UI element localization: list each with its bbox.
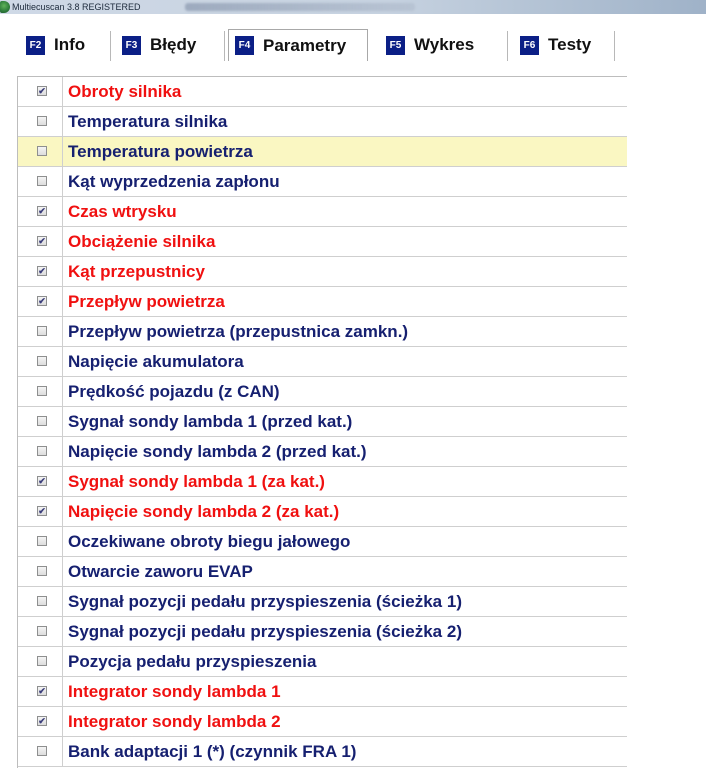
table-row[interactable] [18,407,627,437]
checkbox-checked[interactable]: ✔ [38,506,46,516]
parameter-list [17,76,627,768]
parameter-label: Pozycja pedału przyspieszenia [68,652,317,671]
checkbox-cell [18,377,63,406]
checkbox-unchecked[interactable] [37,386,47,396]
table-row[interactable] [18,317,627,347]
parameter-label: Kąt wyprzedzenia zapłonu [68,172,280,191]
parameter-label: Napięcie akumulatora [68,352,244,371]
f2-key-icon: F2 [26,36,45,55]
checkbox-checked[interactable]: ✔ [38,236,46,246]
checkbox-cell [18,677,63,706]
checkbox-unchecked[interactable] [37,326,47,336]
checkbox-checked[interactable]: ✔ [38,266,46,276]
table-row[interactable] [18,647,627,677]
tab-info[interactable] [20,29,108,61]
f6-key-icon: F6 [520,36,539,55]
checkbox-cell [18,167,63,196]
tab-bledy[interactable] [116,29,222,61]
checkbox-cell [18,737,63,766]
checkbox-cell [18,287,63,316]
checkbox-unchecked[interactable] [37,116,47,126]
table-row[interactable] [18,257,627,287]
tab-testy[interactable] [514,29,614,61]
table-row[interactable] [18,287,627,317]
table-row[interactable] [18,167,627,197]
parameter-label: Oczekiwane obroty biegu jałowego [68,532,351,551]
table-row[interactable] [18,197,627,227]
parameter-label: Przepływ powietrza [68,292,225,311]
parameter-label: Prędkość pojazdu (z CAN) [68,382,280,401]
table-row[interactable] [18,347,627,377]
blurred-title-region [185,3,415,11]
window-title: Multiecuscan 3.8 REGISTERED [12,2,141,12]
checkbox-unchecked[interactable] [37,356,47,366]
checkbox-unchecked[interactable] [37,536,47,546]
checkbox-checked[interactable]: ✔ [38,86,46,96]
tab-divider [614,31,615,61]
checkbox-cell [18,437,63,466]
checkbox-cell [18,347,63,376]
tab-wykres-label: Wykres [414,35,475,54]
tab-divider [224,31,225,61]
parameter-label: Sygnał pozycji pedału przyspieszenia (ścieżka 1) [68,592,462,611]
checkbox-unchecked[interactable] [37,446,47,456]
checkbox-cell [18,647,63,676]
table-row[interactable] [18,227,627,257]
parameter-label: Kąt przepustnicy [68,262,205,281]
parameter-label: Temperatura silnika [68,112,228,131]
table-row[interactable] [18,107,627,137]
table-row[interactable] [18,527,627,557]
checkbox-cell [18,137,63,166]
parameter-label: Integrator sondy lambda 2 [68,712,281,731]
table-row[interactable] [18,557,627,587]
tab-bar [0,14,706,66]
checkbox-unchecked[interactable] [37,176,47,186]
table-row[interactable] [18,77,627,107]
checkbox-cell [18,257,63,286]
checkbox-cell [18,107,63,136]
checkbox-cell [18,467,63,496]
table-row[interactable] [18,497,627,527]
tab-info-label: Info [54,35,86,54]
parameter-label: Przepływ powietrza (przepustnica zamkn.) [68,322,409,341]
checkbox-cell [18,707,63,736]
table-row[interactable] [18,587,627,617]
tab-wykres[interactable] [380,29,508,61]
parameter-label: Obroty silnika [68,82,182,101]
parameter-label: Temperatura powietrza [68,142,253,161]
checkbox-cell [18,407,63,436]
app-logo-icon [0,1,10,13]
checkbox-unchecked[interactable] [37,416,47,426]
parameter-label: Czas wtrysku [68,202,177,221]
checkbox-unchecked[interactable] [37,596,47,606]
checkbox-cell [18,617,63,646]
checkbox-checked[interactable]: ✔ [38,206,46,216]
f4-key-icon: F4 [235,36,254,55]
checkbox-cell [18,527,63,556]
tab-testy-label: Testy [548,35,592,54]
table-row[interactable] [18,137,627,167]
parameter-label: Sygnał sondy lambda 1 (przed kat.) [68,412,353,431]
tab-parametry-label: Parametry [263,35,347,55]
checkbox-unchecked[interactable] [37,626,47,636]
checkbox-cell [18,227,63,256]
parameter-label: Napięcie sondy lambda 2 (przed kat.) [68,442,367,461]
table-row[interactable] [18,617,627,647]
tab-divider [110,31,111,61]
tab-divider [507,31,508,61]
f5-key-icon: F5 [386,36,405,55]
f3-key-icon: F3 [122,36,141,55]
table-row[interactable] [18,467,627,497]
table-row[interactable] [18,677,627,707]
checkbox-unchecked[interactable] [37,656,47,666]
checkbox-checked[interactable]: ✔ [38,296,46,306]
checkbox-checked[interactable]: ✔ [38,716,46,726]
parameter-label: Sygnał sondy lambda 1 (za kat.) [68,472,325,491]
checkbox-cell [18,77,63,106]
table-row[interactable] [18,437,627,467]
checkbox-cell [18,497,63,526]
checkbox-checked[interactable]: ✔ [38,686,46,696]
parameter-label: Napięcie sondy lambda 2 (za kat.) [68,502,340,521]
tab-parametry[interactable] [228,29,368,61]
checkbox-cell [18,317,63,346]
tab-bledy-label: Błędy [150,35,197,54]
checkbox-cell [18,197,63,226]
checkbox-unchecked[interactable] [37,566,47,576]
parameter-label: Integrator sondy lambda 1 [68,682,281,701]
checkbox-unchecked[interactable] [37,746,47,756]
table-row[interactable] [18,707,627,737]
table-row[interactable] [18,377,627,407]
title-bar [0,0,706,14]
checkbox-cell [18,557,63,586]
checkbox-checked[interactable]: ✔ [38,476,46,486]
parameter-label: Otwarcie zaworu EVAP [68,562,253,581]
parameter-label: Bank adaptacji 1 (*) (czynnik FRA 1) [68,742,357,761]
parameter-label: Obciążenie silnika [68,232,216,251]
checkbox-unchecked[interactable] [37,146,47,156]
parameter-label: Sygnał pozycji pedału przyspieszenia (ścieżka 2) [68,622,462,641]
table-row[interactable] [18,737,627,767]
checkbox-cell [18,587,63,616]
